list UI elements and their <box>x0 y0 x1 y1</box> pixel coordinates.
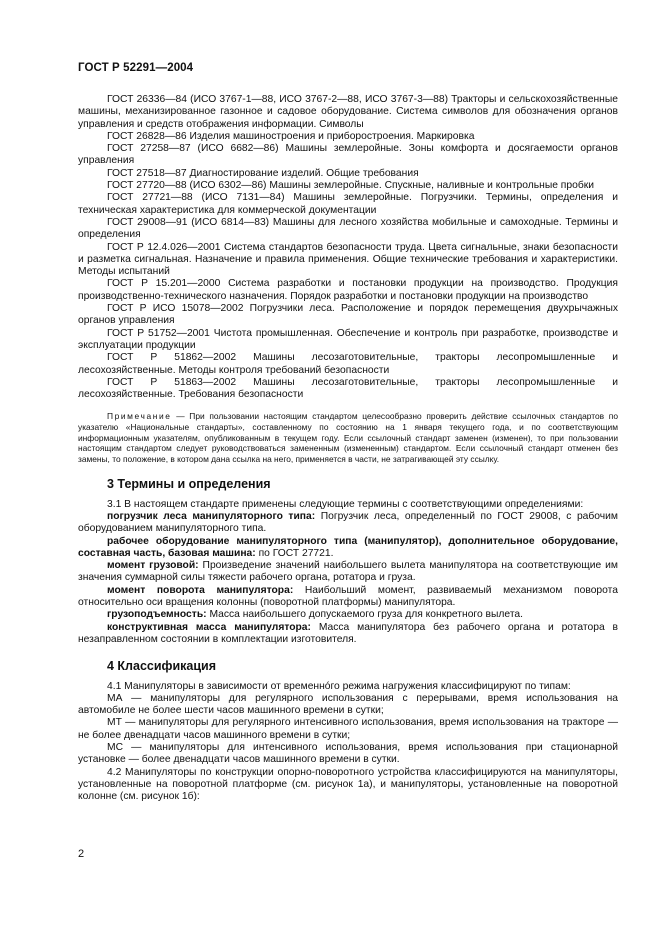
term-definition <box>78 536 618 561</box>
term: момент поворота манипулятора: <box>107 584 294 596</box>
term: погрузчик леса манипуляторного типа: <box>107 510 316 522</box>
classification-paragraph: 4.1 Манипуляторы в зависимости от временнóго режима нагружения классифицируют по типам: <box>107 680 571 692</box>
reference-item: ГОСТ Р 15.201—2000 Система разработки и постановки продукции на производство. Продукция производственно-технического назначения. Порядок разработки и постановки продукции на производство <box>78 278 618 302</box>
term-definition <box>78 511 618 536</box>
terms-intro: 3.1 В настоящем стандарте применены следующие термины с соответствующими определениями: <box>107 498 584 510</box>
section-4-title: 4 Классификация <box>107 659 217 674</box>
term: момент грузовой: <box>107 560 199 572</box>
classification-paragraph: МТ — манипуляторы для регулярного интенсивного использования, время использования на тракторе — не более двенадцати часов машинного времени в сутки; <box>78 717 618 741</box>
definition: Масса манипулятора без рабочего органа и ротатора в незаправленном состоянии в комплектации изготовителя. <box>78 621 618 645</box>
term-definition <box>78 609 618 621</box>
document-body <box>78 94 618 804</box>
term: конструктивная масса манипулятора: <box>107 621 311 633</box>
reference-note <box>78 411 618 464</box>
term: грузоподъемность: <box>107 609 207 621</box>
reference-item: ГОСТ 27720—88 (ИСО 6302—86) Машины землеройные. Спускные, наливные и контрольные пробки <box>107 180 594 192</box>
reference-item: ГОСТ 27258—87 (ИСО 6682—86) Машины землеройные. Зоны комфорта и досягаемости органов управления <box>78 143 618 167</box>
note-label: Примечание <box>107 411 172 422</box>
definition: Погрузчик леса, определенный по ГОСТ 29008, с рабочим оборудованием манипуляторного типа. <box>78 510 618 535</box>
reference-item: ГОСТ Р 51862—2002 Машины лесозаготовительные, тракторы лесопромышленные и лесохозяйственные. Методы контроля требований безопасности <box>78 352 618 376</box>
note-text: — При пользовании настоящим стандартом целесообразно проверить действие ссылочных стандартов по указателю «Национальные стандарты», составленному по состоянию на 1 января текущего года, и по соответствующим информационным указателям, опубликованным в текущем году. Если ссылочный стандарт заменен (изменен), то при пользовании настоящим стандартом следует руководствоваться замененным (измененным) стандартом. Если ссылочный стандарт отменен без замены, то положение, в котором дана ссылка на него, применяется в части, не затрагивающей эту ссылку. <box>78 411 618 464</box>
reference-item: ГОСТ 27721—88 (ИСО 7131—84) Машины землеройные. Погрузчики. Термины, определения и техническая характеристика для коммерческой документации <box>78 192 618 216</box>
definition: Масса наибольшего допускаемого груза для конкретного вылета. <box>206 609 524 621</box>
classification-paragraph: МС — манипуляторы для интенсивного использования, время использования при стационарной установке — более двенадцати часов машинного времени в сутки. <box>78 742 618 766</box>
term-definition <box>78 560 618 585</box>
reference-item: ГОСТ 26336—84 (ИСО 3767-1—88, ИСО 3767-2—88, ИСО 3767-3—88) Тракторы и сельскохозяйственные машины, механизированное газонное и садовое оборудование. Система символов для обозначения органов управления и средств отображения информации. Символы <box>78 94 618 130</box>
reference-item: ГОСТ Р 51752—2001 Чистота промышленная. Обеспечение и контроль при разработке, производстве и эксплуатации продукции <box>78 327 618 351</box>
term: рабочее оборудование манипуляторного типа (манипулятор), дополнительное оборудование, составная часть, базовая машина: <box>78 535 618 559</box>
normative-references-list <box>78 94 618 401</box>
classification-paragraph: МА — манипуляторы для регулярного использования с перерывами, время использования на автомобиле не более шести часов машинного времени в сутки; <box>78 692 618 717</box>
reference-item: ГОСТ Р ИСО 15078—2002 Погрузчики леса. Расположение и порядок перемещения двухрычажных органов управления <box>78 303 618 327</box>
reference-item: ГОСТ 26828—86 Изделия машиностроения и приборостроения. Маркировка <box>107 130 475 142</box>
terms-section <box>78 499 618 647</box>
classification-paragraph: 4.2 Манипуляторы по конструкции опорно-поворотного устройства классифицируются на манипуляторы, установленные на поворотной платформе (см. рисунок 1а), и манипуляторы, установленные на поворотной колонне (см. рисунок 1б): <box>78 766 618 803</box>
reference-item: ГОСТ 27518—87 Диагностирование изделий. Общие требования <box>107 167 419 179</box>
classification-section <box>78 681 618 804</box>
reference-item: ГОСТ Р 12.4.026—2001 Система стандартов безопасности труда. Цвета сигнальные, знаки безопасности и разметка сигнальная. Назначение и правила применения. Общие технические требования и характеристики. Методы испытаний <box>78 241 618 278</box>
definition: по ГОСТ 27721. <box>255 547 334 559</box>
page-number: 2 <box>78 848 85 860</box>
definition: Наибольший момент, развиваемый механизмом поворота относительно оси вращения колонны (поворотной платформы) манипулятора. <box>78 584 618 609</box>
reference-item: ГОСТ Р 51863—2002 Машины лесозаготовительные, тракторы лесопромышленные и лесохозяйственные. Требования безопасности <box>78 376 618 401</box>
section-3-title: 3 Термины и определения <box>107 477 271 492</box>
term-definition <box>78 622 618 647</box>
reference-item: ГОСТ 29008—91 (ИСО 6814—83) Машины для лесного хозяйства мобильные и самоходные. Термины и определения <box>78 216 618 241</box>
term-definition <box>78 585 618 610</box>
document-header: ГОСТ Р 52291—2004 <box>78 62 194 74</box>
definition: Произведение значений наибольшего вылета манипулятора на соответствующие им значения суммарной силы тяжести рабочего органа, ротатора и груза. <box>78 560 618 584</box>
